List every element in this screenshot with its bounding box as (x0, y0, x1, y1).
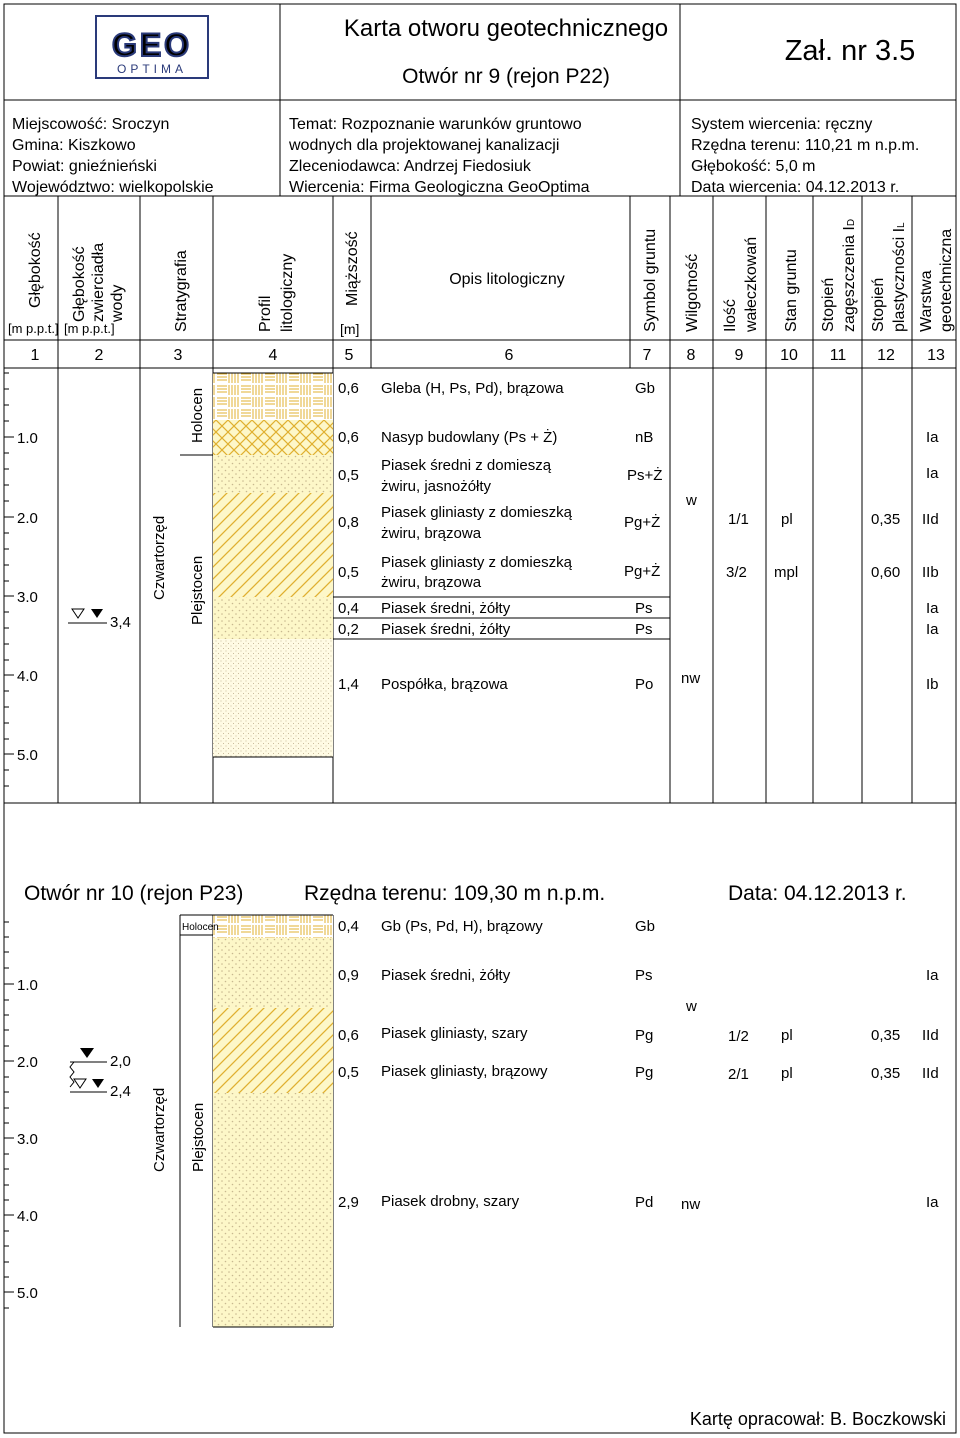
depth-tick: 4.0 (17, 1208, 38, 1225)
layer-geotech: IId (922, 511, 939, 528)
layer-symbol: Pg (635, 1064, 654, 1081)
col-water-label: zwierciadła (90, 242, 107, 322)
col-number: 13 (927, 347, 945, 364)
hole-10 (4, 882, 939, 1327)
layer-thickness: 0,6 (338, 380, 359, 397)
col-id-label: zagęszczenia ID (841, 218, 858, 332)
col-rolls-label: wałeczkowań (743, 236, 760, 332)
layer-description: Gb (Ps, Pd, H), brązowy (381, 918, 543, 935)
layer-symbol: Po (635, 676, 654, 693)
layer-thickness: 0,4 (338, 600, 359, 617)
layer-geotech: Ib (926, 676, 939, 693)
layer-thickness: 0,6 (338, 1027, 359, 1044)
strat-holocen: Holocen (182, 922, 219, 933)
water-level-value: 2,4 (110, 1083, 131, 1100)
layer-symbol: Gb (635, 918, 656, 935)
layer-row (338, 1193, 939, 1211)
layer-rolls: 1/2 (728, 1028, 749, 1045)
location-line: Województwo: wielkopolskie (12, 179, 214, 196)
col-water-label: wody (109, 284, 126, 322)
layer-thickness: 1,4 (338, 676, 359, 693)
layer-description: Piasek średni, żółty (381, 600, 511, 617)
hole-10-header (24, 882, 907, 905)
layer-thickness: 0,9 (338, 967, 359, 984)
layer-symbol: Ps+Ż (627, 467, 663, 484)
profile-clayey-sand (213, 1008, 333, 1093)
drilling-line: Rzędna terenu: 110,21 m n.p.m. (691, 137, 920, 154)
moisture-nw: nw (681, 1196, 701, 1213)
col-desc-label: Opis litologiczny (449, 271, 565, 288)
layer-symbol: Ps (635, 600, 653, 617)
profile-soil (213, 373, 333, 420)
col-layer-label: Warstwa (918, 270, 935, 332)
layer-geotech: Ia (926, 1194, 939, 1211)
col-number: 6 (504, 347, 514, 364)
layer-symbol: Ps (635, 967, 653, 984)
layer-rolls: 2/1 (728, 1066, 749, 1083)
strat-czwartorzed: Czwartorzęd (151, 1087, 168, 1172)
prepared-by: Kartę opracował: B. Boczkowski (689, 1409, 946, 1429)
water-table-filled-icon (91, 609, 103, 618)
layer-row (338, 621, 939, 638)
depth-tick: 5.0 (17, 1285, 38, 1302)
col-number: 1 (30, 347, 40, 364)
depth-tick: 1.0 (17, 977, 38, 994)
col-thick-unit: [m] (340, 321, 360, 337)
drilling-line: System wiercenia: ręczny (691, 116, 873, 133)
strat-czwartorzed: Czwartorzęd (151, 515, 168, 600)
layer-state: mpl (774, 564, 799, 581)
water-table-open-icon (72, 609, 84, 618)
depth-tick: 3.0 (17, 1131, 38, 1148)
depth-tick: 5.0 (17, 747, 38, 764)
layer-row (338, 918, 655, 935)
strat-plejstocen: Plejstocen (190, 1102, 207, 1172)
profile-gravel-sand (213, 639, 333, 757)
layer-geotech: IIb (922, 564, 939, 581)
layer-description: Piasek gliniasty, szary (381, 1025, 528, 1042)
layer-symbol: Pd (635, 1194, 654, 1211)
profile-sand (213, 455, 333, 493)
layer-state: pl (781, 1065, 793, 1082)
col-number: 11 (829, 347, 847, 364)
layer-thickness: 2,9 (338, 1194, 359, 1211)
column-header (4, 196, 956, 368)
layer-thickness: 0,4 (338, 918, 359, 935)
layer-row (338, 504, 939, 542)
col-number: 4 (268, 347, 278, 364)
col-symbol-label: Symbol gruntu (642, 228, 659, 332)
col-number: 10 (780, 347, 798, 364)
hole-10-title: Otwór nr 10 (rejon P23) (24, 882, 244, 905)
layer-description: żwiru, brązowa (381, 525, 482, 542)
col-id-label: Stopień (820, 277, 837, 332)
layer-description: Piasek gliniasty z domieszką (381, 554, 572, 571)
layer-description: Piasek gliniasty z domieszką (381, 504, 572, 521)
col-rolls-label: Ilość (722, 299, 739, 332)
layer-symbol: Gb (635, 380, 656, 397)
layer-description: Piasek średni, żółty (381, 621, 511, 638)
layer-description: żwiru, brązowa (381, 574, 482, 591)
page-title: Karta otworu geotechnicznego (343, 15, 669, 42)
layer-thickness: 0,6 (338, 429, 359, 446)
seepage-icon (70, 1062, 74, 1087)
layer-symbol: Ps (635, 621, 653, 638)
moisture-w: w (686, 492, 697, 509)
col-number: 3 (173, 347, 183, 364)
layer-rolls: 3/2 (726, 564, 747, 581)
layer-rolls: 1/1 (728, 511, 749, 528)
water-level-marker (68, 609, 131, 631)
page-subtitle: Otwór nr 9 (rejon P22) (402, 65, 610, 88)
drilling-line: Głębokość: 5,0 m (691, 158, 816, 175)
layer-description: Gleba (H, Ps, Pd), brązowa (381, 380, 564, 397)
logo-bottom: OPTIMA (116, 62, 188, 76)
location-line: Gmina: Kiszkowo (12, 137, 136, 154)
col-water-label: Głębokość (71, 246, 88, 322)
col-number: 2 (94, 347, 104, 364)
topic-line: Zleceniodawca: Andrzej Fiedosiuk (289, 158, 531, 175)
layer-geotech: Ia (926, 621, 939, 638)
layer-symbol: nB (635, 429, 654, 446)
moisture-nw: nw (681, 670, 701, 687)
layer-row (338, 1063, 939, 1083)
layer-description: Piasek średni, żółty (381, 967, 511, 984)
info-block (4, 100, 956, 196)
layer-geotech: IId (922, 1027, 939, 1044)
profile-fill-cross (213, 420, 333, 455)
water-level-marker (70, 1048, 131, 1100)
col-number: 9 (734, 347, 744, 364)
water-level-value: 3,4 (110, 614, 131, 631)
layer-geotech: Ia (926, 429, 939, 446)
layer-row (338, 457, 939, 495)
col-layer-label: geotechniczna (938, 228, 955, 332)
col-water-unit: [m p.p.t.] (64, 321, 115, 336)
depth-tick: 3.0 (17, 589, 38, 606)
layer-description: żwiru, jasnożółty (381, 478, 492, 495)
layer-state: pl (781, 1027, 793, 1044)
col-thick-label: Miąższość (344, 231, 361, 306)
layer-thickness: 0,8 (338, 514, 359, 531)
col-number: 5 (344, 347, 354, 364)
layer-description: Pospółka, brązowa (381, 676, 508, 693)
profile-sand (213, 597, 333, 639)
col-profile-label: Profil (257, 295, 274, 332)
hole-9 (4, 368, 956, 803)
geooptima-logo (96, 16, 208, 78)
col-depth-unit: [m p.p.t.] (8, 321, 59, 336)
layer-row (338, 428, 939, 446)
water-table-filled-icon (80, 1048, 94, 1058)
layer-il: 0,35 (871, 511, 901, 528)
layer-thickness: 0,5 (338, 467, 359, 484)
col-number: 12 (877, 347, 895, 364)
layer-thickness: 0,5 (338, 564, 359, 581)
layer-row (338, 676, 939, 693)
layer-il: 0,35 (871, 1027, 901, 1044)
col-number: 7 (642, 347, 652, 364)
layer-row (338, 600, 939, 617)
layer-geotech: Ia (926, 967, 939, 984)
col-number: 8 (686, 347, 696, 364)
layer-il: 0,35 (871, 1065, 901, 1082)
attachment-number: Zał. nr 3.5 (784, 35, 916, 67)
layer-thickness: 0,5 (338, 1064, 359, 1081)
col-il-label: plastyczności IL (891, 222, 908, 332)
col-depth-label: Głębokość (27, 232, 44, 308)
profile-fine-sand (213, 1093, 333, 1327)
topic-line: Temat: Rozpoznanie warunków gruntowo (289, 116, 582, 133)
col-state-label: Stan gruntu (783, 249, 800, 332)
layer-geotech: IId (922, 1065, 939, 1082)
location-line: Miejscowość: Sroczyn (12, 116, 170, 133)
layer-thickness: 0,2 (338, 621, 359, 638)
logo-top: GEO (111, 27, 193, 63)
depth-tick: 4.0 (17, 668, 38, 685)
layer-symbol: Pg+Ż (624, 563, 661, 580)
col-moist-label: Wilgotność (684, 253, 701, 332)
layer-symbol: Pg+Ż (624, 514, 661, 531)
col-profile-label: litologiczny (279, 253, 296, 332)
strat-plejstocen: Plejstocen (189, 555, 206, 625)
layer-row (338, 380, 655, 397)
profile-soil (213, 915, 333, 938)
strat-holocen: Holocen (189, 387, 206, 443)
depth-tick: 2.0 (17, 510, 38, 527)
col-strat-label: Stratygrafia (173, 250, 190, 332)
layer-geotech: Ia (926, 600, 939, 617)
layer-row (338, 967, 939, 984)
topic-line: wodnych dla projektowanej kanalizacji (289, 137, 560, 154)
col-il-label: Stopień (870, 277, 887, 332)
layer-description: Piasek średni z domieszą (381, 457, 552, 474)
layer-geotech: Ia (926, 465, 939, 482)
layer-description: Nasyp budowlany (Ps + Ż) (381, 429, 558, 446)
water-level-value: 2,0 (110, 1053, 131, 1070)
layer-description: Piasek gliniasty, brązowy (381, 1063, 548, 1080)
layer-il: 0,60 (871, 564, 901, 581)
water-table-open-icon (74, 1079, 86, 1088)
layer-state: pl (781, 511, 793, 528)
layer-description: Piasek drobny, szary (381, 1193, 520, 1210)
drilling-line: Data wiercenia: 04.12.2013 r. (691, 179, 900, 196)
layer-row (338, 1025, 939, 1045)
profile-clayey-sand (213, 493, 333, 597)
depth-tick: 2.0 (17, 1054, 38, 1071)
layer-symbol: Pg (635, 1027, 654, 1044)
layer-row (338, 554, 939, 591)
hole-10-date: Data: 04.12.2013 r. (728, 882, 907, 905)
location-line: Powiat: gnieźnieński (12, 158, 157, 175)
water-table-filled-icon (92, 1079, 104, 1088)
topic-line: Wiercenia: Firma Geologiczna GeoOptima (289, 179, 590, 196)
profile-sand (213, 938, 333, 1008)
moisture-w: w (686, 998, 697, 1015)
title-block (4, 4, 956, 100)
hole-10-elevation: Rzędna terenu: 109,30 m n.p.m. (304, 882, 606, 905)
depth-tick: 1.0 (17, 430, 38, 447)
